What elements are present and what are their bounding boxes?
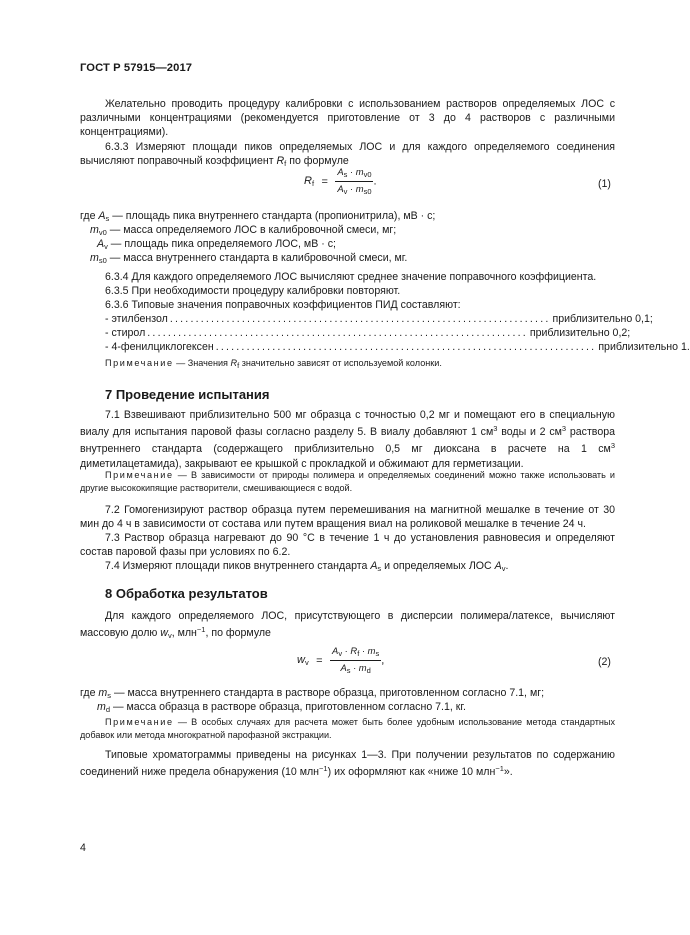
list-item: - этилбензол .......................................................................... приблизительно 0,1; <box>105 313 653 325</box>
paragraph-6-3-6: 6.3.6 Типовые значения поправочных коэффициентов ПИД составляют: <box>105 299 461 311</box>
note-2: Примечание — В зависимости от природы полимера и определяемых соединений можно также использовать и другие высококипящие растворители, смешивающиеся с водой. <box>80 470 616 493</box>
definition-row: $m_{s0}$ — масса внутреннего стандарта в калибровочной смеси, мг. <box>90 252 408 265</box>
calibration-paragraph: Желательно проводить процедуру калибровки с использованием растворов определяемых ЛОС с различными концентрациями (рекомендуется приготовление от 3 до 4 растворов с различными концентрациями). <box>80 98 615 139</box>
paragraph-7-4: 7.4 Измеряют площади пиков внутреннего стандарта $A_s$ и определяемых ЛОС $A_v$. <box>105 560 509 573</box>
paragraph-6-3-3: 6.3.3 Измеряют площади пиков определяемых ЛОС и для каждого определяемого соединения вычисляют поправочный коэффициент $R_f$ по формуле <box>80 141 615 169</box>
section-7-title: 7 Проведение испытания <box>105 387 270 402</box>
coefficient-list <box>105 312 690 354</box>
formula-2-fraction: $\frac{A_v \cdot R_f \cdot m_s}{A_s \cdot m_d}$ <box>332 645 380 675</box>
paragraph-6-3-5: 6.3.5 При необходимости процедуру калибровки повторяют. <box>105 285 401 297</box>
definition-row: где $m_s$ — масса внутреннего стандарта в растворе образца, приготовленном согласно 7.1, мг; <box>80 687 545 700</box>
paragraph-6-3-4: 6.3.4 Для каждого определяемого ЛОС вычисляют среднее значение поправочного коэффициента. <box>105 271 597 283</box>
formula-2-number: (2) <box>598 656 611 668</box>
formula-2: $w_v$ = $\frac{A_v \cdot R_f \cdot m_s}{A_s \cdot m_d}$ , <box>297 645 385 675</box>
definition-row: $A_v$ — площадь пика определяемого ЛОС, мВ · с; <box>97 238 336 251</box>
page-number: 4 <box>80 842 86 854</box>
list-item: - 4-фенилциклогексен .......................................................................... приблизительно 1. <box>105 341 690 353</box>
formula-1-fraction: $\frac{A_s \cdot m_{v0}}{A_v \cdot m_{s0}}$ <box>337 166 372 196</box>
paragraph-8-intro: Для каждого определяемого ЛОС, присутствующего в дисперсии полимера/латексе, вычисляют массовую долю $w_v$, млн$^{-1}$, по формуле <box>80 610 615 641</box>
formula-1-number: (1) <box>598 178 611 190</box>
section-8-title: 8 Обработка результатов <box>105 586 268 601</box>
paragraph-7-1: 7.1 Взвешивают приблизительно 500 мг образца с точностью 0,2 мг и помещают его в специальную виалу для испытания паровой фазы согласно разделу 5. В виалу добавляют 1 $см^3$ воды и 2 $см^3$ раствора внутреннего стандарта (содержащего приблизительно 0,5 мг диоксана в расчете на 1 $см^3$ диметилацетамида), закрывают ее крышкой с прокладкой и обжимают для герметизации. <box>80 409 615 470</box>
paragraph-8-final: Типовые хроматограммы приведены на рисунках 1—3. При получении результатов по содержанию соединений ниже предела обнаружения (10 млн$^{-1}$) их оформляют как «ниже 10 млн$^{-1}$». <box>80 749 615 779</box>
formula-1: $R_f$ = $\frac{A_s \cdot m_{v0}}{A_v \cdot m_{s0}}$ . <box>304 166 377 196</box>
note-1: Примечание — Значения $R_f$ значительно зависят от используемой колонки. <box>105 358 442 370</box>
definition-row: где $A_s$ — площадь пика внутреннего стандарта (пропионитрила), мВ · с; <box>80 210 436 223</box>
paragraph-7-2: 7.2 Гомогенизируют раствор образца путем перемешивания на магнитной мешалке в течение от 30 мин до 4 ч в зависимости от состава или путем вращения виал на роликовой мешалке в течение 24 ч. <box>80 504 615 531</box>
paragraph-7-3: 7.3 Раствор образца нагревают до 90 °С в течение 1 ч до установления равновесия и определяют состав паровой фазы при условиях по 6.2. <box>80 532 615 559</box>
definition-row: $m_{v0}$ — масса определяемого ЛОС в калибровочной смеси, мг; <box>90 224 397 237</box>
definition-row: $m_d$ — масса образца в растворе образца, приготовленном согласно 7.1, кг. <box>97 701 466 714</box>
list-item: - стирол .......................................................................... приблизительно 0,2; <box>105 327 631 339</box>
document-header: ГОСТ Р 57915—2017 <box>80 62 193 74</box>
note-3: Примечание — В особых случаях для расчета может быть более удобным использование метода стандартных добавок или метода многократной парофазной экстракции. <box>80 717 615 740</box>
